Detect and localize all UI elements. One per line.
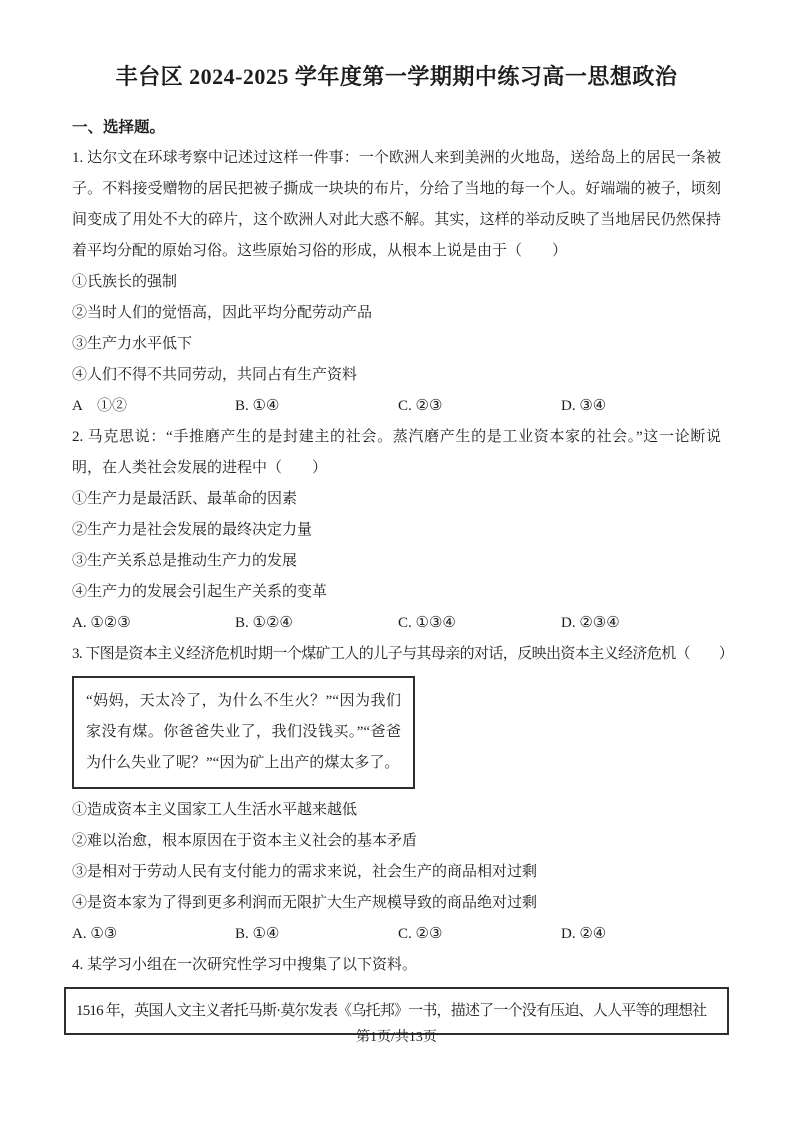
question-1-item-3: ③生产力水平低下 [72, 336, 193, 352]
question-3-item-1: ①造成资本主义国家工人生活水平越来越低 [72, 802, 358, 818]
question-3-item-4: ④是资本家为了得到更多利润而无限扩大生产规模导致的商品绝对过剩 [72, 895, 538, 911]
question-3-item-2: ②难以治愈，根本原因在于资本主义社会的基本矛盾 [72, 833, 418, 849]
question-1-options [72, 391, 721, 422]
option-a: A. ①②③ [72, 615, 131, 631]
question-2 [72, 422, 721, 639]
question-3 [72, 639, 734, 950]
option-c: C. ②③ [398, 398, 443, 414]
option-a: A. ①③ [72, 926, 118, 942]
question-4-stem: 4. 某学习小组在一次研究性学习中搜集了以下资料。 [72, 957, 418, 973]
question-1-item-1: ①氏族长的强制 [72, 274, 178, 290]
question-1 [72, 143, 721, 422]
question-2-item-2: ②生产力是社会发展的最终决定力量 [72, 522, 313, 538]
question-1-item-4: ④人们不得不共同劳动，共同占有生产资料 [72, 367, 358, 383]
question-4 [72, 950, 721, 1035]
option-d: D. ②④ [561, 926, 607, 942]
material-box: 1516 年，英国人文主义者托马斯·莫尔发表《乌托邦》一书，描述了一个没有压迫、人人平等的理想社 [64, 987, 729, 1035]
option-d: D. ③④ [561, 398, 607, 414]
question-2-item-1: ①生产力是最活跃、最革命的因素 [72, 491, 298, 507]
question-3-stem: 3. 下图是资本主义经济危机时期一个煤矿工人的儿子与其母亲的对话，反映出资本主义经济危机（ ） [72, 646, 734, 662]
question-3-item-3: ③是相对于劳动人民有支付能力的需求来说，社会生产的商品相对过剩 [72, 864, 538, 880]
question-2-item-4: ④生产力的发展会引起生产关系的变革 [72, 584, 328, 600]
option-b: B. ①④ [235, 926, 280, 942]
dialog-box: “妈妈，天太冷了，为什么不生火？”“因为我们家没有煤。你爸爸失业了，我们没钱买。”“爸爸为什么失业了呢？”“因为矿上出产的煤太多了。 [72, 676, 415, 789]
option-a: A ①② [72, 398, 128, 414]
page-title: 丰台区 2024-2025 学年度第一学期期中练习高一思想政治 [115, 64, 678, 89]
question-2-stem: 2. 马克思说：“手推磨产生的是封建主的社会。蒸汽磨产生的是工业资本家的社会。”这一论断说明，在人类社会发展的进程中（ ） [72, 429, 721, 476]
option-c: C. ②③ [398, 926, 443, 942]
option-b: B. ①②④ [235, 615, 293, 631]
question-3-options [72, 919, 721, 950]
section-header: 一、选择题。 [72, 119, 166, 136]
question-2-item-3: ③生产关系总是推动生产力的发展 [72, 553, 298, 569]
option-b: B. ①④ [235, 398, 280, 414]
question-1-stem: 1. 达尔文在环球考察中记述过这样一件事：一个欧洲人来到美洲的火地岛，送给岛上的居民一条被子。不料接受赠物的居民把被子撕成一块块的布片，分给了当地的每一个人。好端端的被子，顷刻间变成了用处不大的碎片，这个欧洲人对此大惑不解。其实，这样的举动反映了当地居民仍然保持着平均分配的原始习俗。这些原始习俗的形成，从根本上说是由于（ ） [72, 150, 721, 259]
page-footer: 第1页/共13页 [356, 1030, 437, 1045]
question-2-options [72, 608, 721, 639]
option-d: D. ②③④ [561, 615, 620, 631]
question-1-item-2: ②当时人们的觉悟高，因此平均分配劳动产品 [72, 305, 373, 321]
option-c: C. ①③④ [398, 615, 456, 631]
